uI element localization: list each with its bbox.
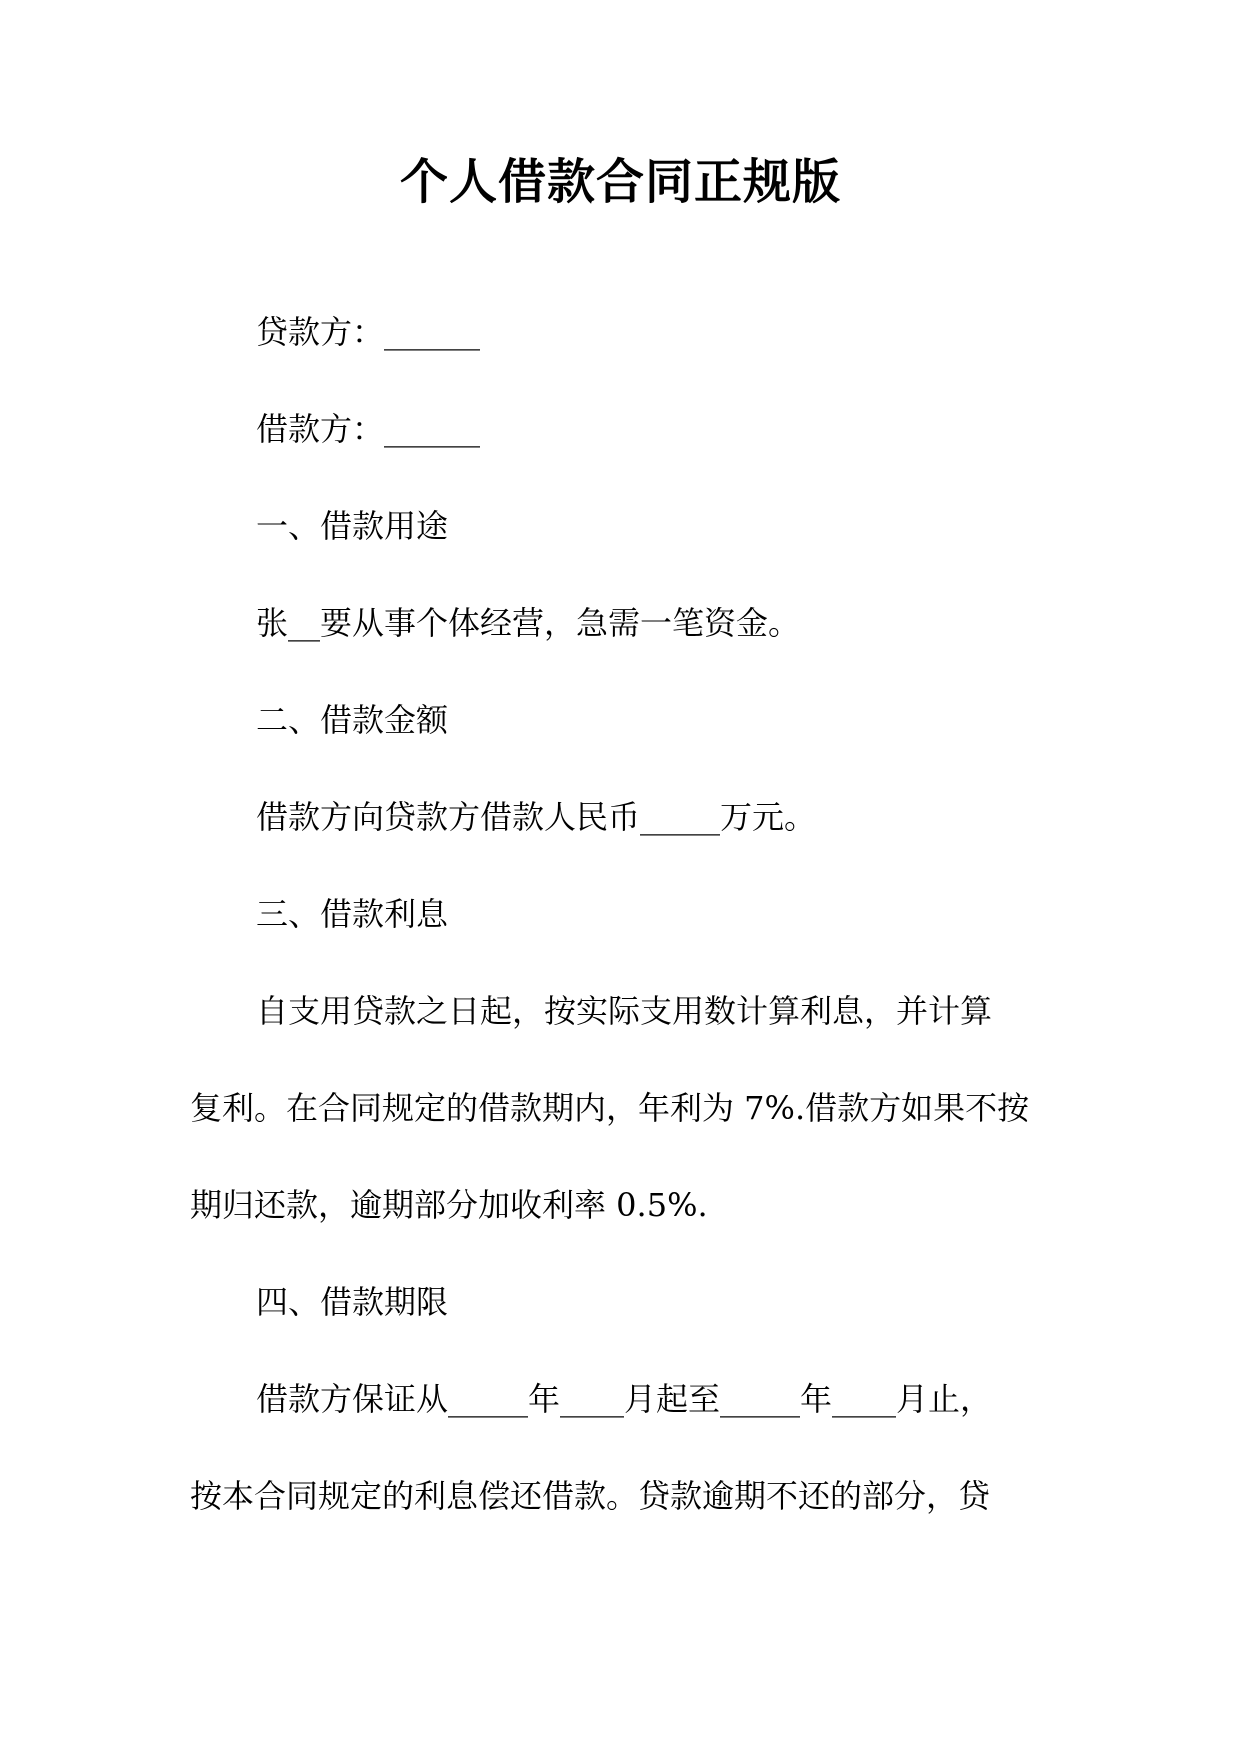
- section-heading-term: 四、借款期限: [256, 1283, 449, 1321]
- section-heading-purpose: 一、借款用途: [256, 507, 449, 545]
- borrower-line: 借款方：______: [256, 410, 481, 448]
- section-heading-amount: 二、借款金额: [256, 701, 449, 739]
- paragraph-interest-line-3: 期归还款，逾期部分加收利率 0.5%.: [190, 1186, 708, 1224]
- paragraph-term-line-1: 借款方保证从_____年____月起至_____年____月止，: [256, 1380, 993, 1418]
- paragraph-term-line-2: 按本合同规定的利息偿还借款。贷款逾期不还的部分，贷: [190, 1477, 991, 1515]
- paragraph-interest-line-1: 自支用贷款之日起，按实际支用数计算利息，并计算: [256, 992, 993, 1030]
- lender-line: 贷款方：______: [256, 313, 481, 351]
- paragraph-purpose: 张__要从事个体经营，急需一笔资金。: [256, 604, 801, 642]
- paragraph-amount: 借款方向贷款方借款人民币_____万元。: [256, 798, 817, 836]
- document-title: 个人借款合同正规版: [399, 154, 841, 210]
- section-heading-interest: 三、借款利息: [256, 895, 449, 933]
- paragraph-interest-line-2: 复利。在合同规定的借款期内，年利为 7%.借款方如果不按: [190, 1089, 1030, 1127]
